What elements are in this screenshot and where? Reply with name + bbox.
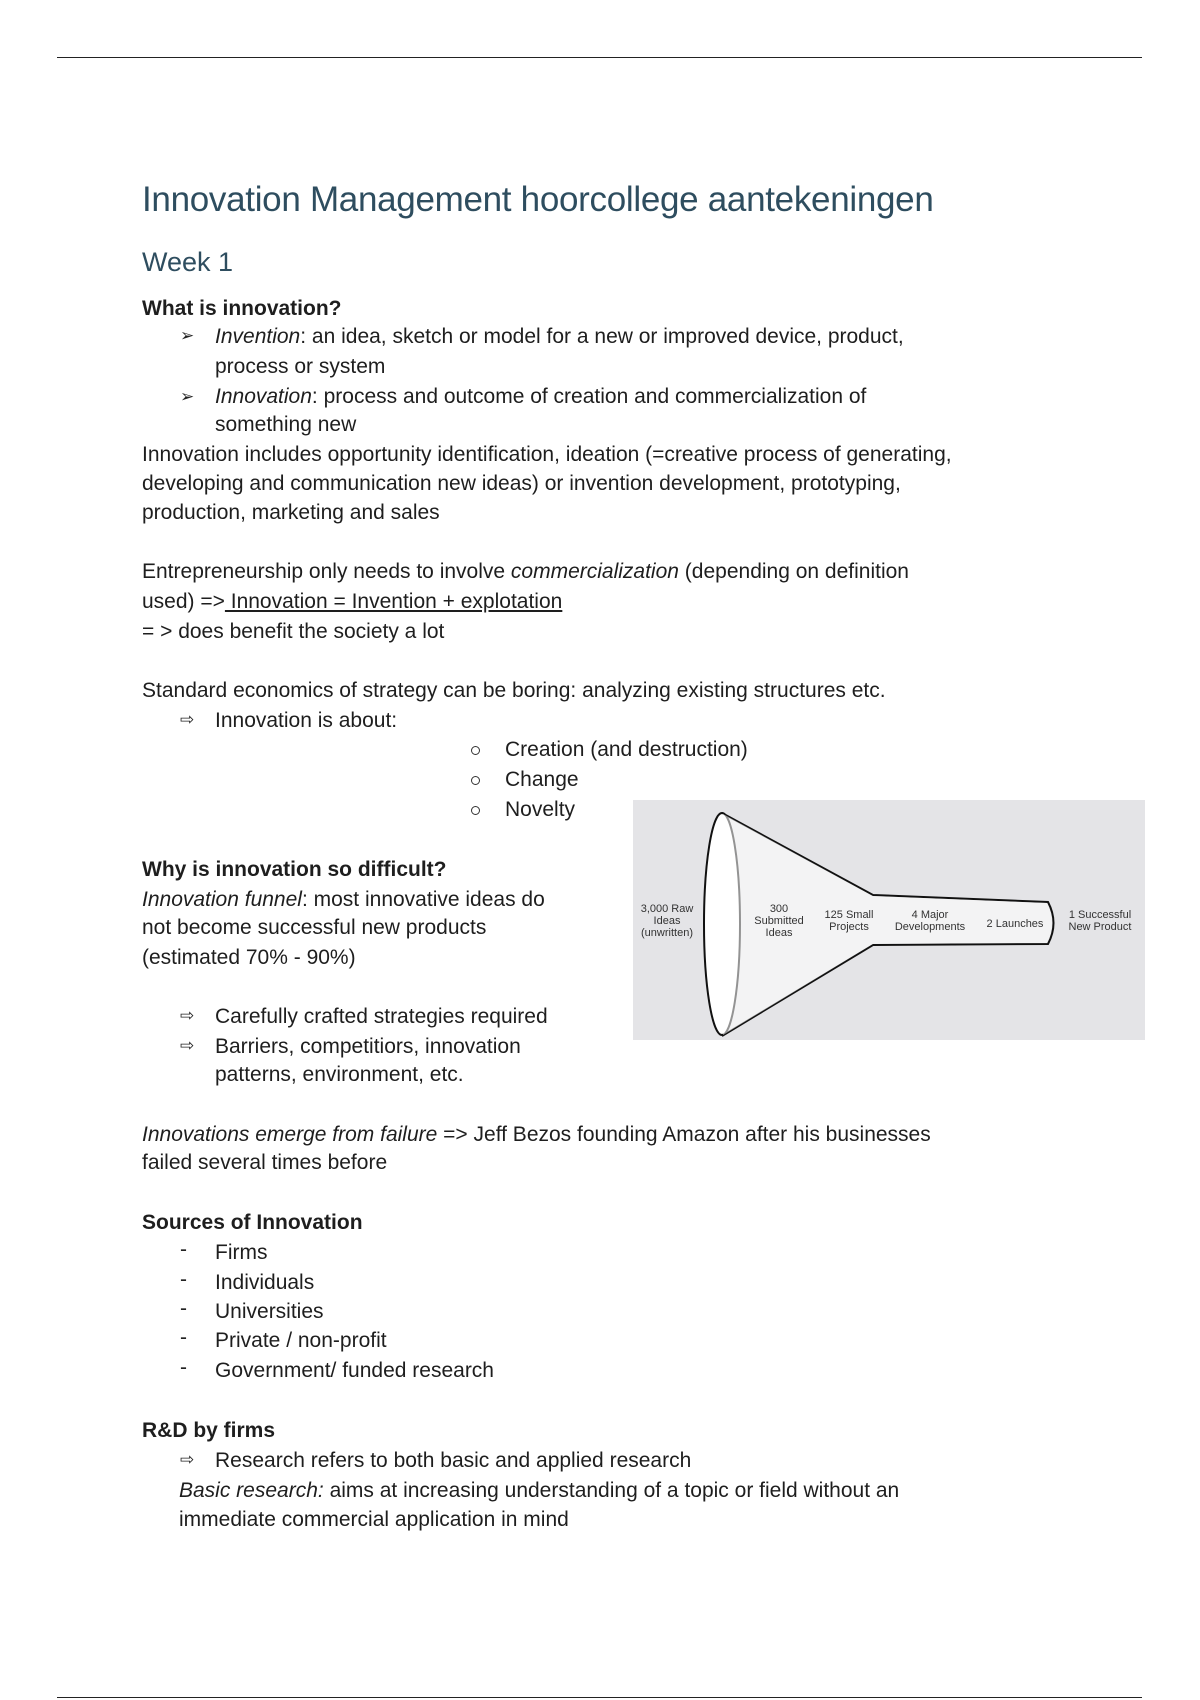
- stage2-line2: Submitted: [754, 915, 804, 927]
- barriers-item: Barriers, competitiors, innovation: [215, 1035, 521, 1058]
- page-title: Innovation Management hoorcollege aantekeningen: [142, 180, 934, 219]
- basic-research-line2: immediate commercial application in mind: [179, 1508, 569, 1531]
- stage5-line1: 2 Launches: [986, 918, 1044, 930]
- basic-research-term: Basic research:: [179, 1479, 324, 1502]
- stage3-line1: 125 Small: [824, 909, 874, 921]
- stage6-line1: 1 Successful: [1068, 909, 1132, 921]
- dash-bullet-icon: -: [180, 1238, 187, 1261]
- source-item-government: Government/ funded research: [215, 1359, 494, 1382]
- outline-arrow-bullet-icon: ⇨: [180, 1006, 195, 1025]
- innovation-about-item: Innovation is about:: [215, 709, 398, 732]
- outline-arrow-bullet-icon: ⇨: [180, 710, 195, 729]
- includes-line2: developing and communication new ideas) or invention development, prototyping,: [142, 472, 901, 495]
- basic-research-line1-post: aims at increasing understanding of a topic or field without an: [323, 1479, 900, 1502]
- outline-arrow-bullet-icon: ⇨: [180, 1036, 195, 1055]
- failure-term: Innovations emerge from failure: [142, 1123, 438, 1146]
- sub-item-creation: Creation (and destruction): [505, 738, 748, 761]
- invention-definition: [215, 322, 904, 351]
- strategies-item: Carefully crafted strategies required: [215, 1005, 548, 1028]
- source-item-firms: Firms: [215, 1241, 268, 1264]
- circle-bullet-icon: [471, 776, 480, 785]
- includes-line3: production, marketing and sales: [142, 501, 440, 524]
- commercialization-term: commercialization: [510, 560, 679, 583]
- failure-line1-post: => Jeff Bezos founding Amazon after his businesses: [437, 1123, 931, 1146]
- funnel-line2: not become successful new products: [142, 916, 487, 939]
- rnd-heading: R&D by firms: [142, 1419, 276, 1442]
- barriers-item-cont: patterns, environment, etc.: [215, 1063, 464, 1086]
- innovation-funnel-figure: [633, 800, 1145, 1040]
- sources-heading: Sources of Innovation: [142, 1211, 363, 1234]
- entrepreneurship-line2: [142, 587, 562, 616]
- what-is-heading: What is innovation?: [142, 297, 342, 320]
- stage2-line3: Ideas: [765, 927, 793, 939]
- outline-arrow-bullet-icon: ⇨: [180, 1450, 195, 1469]
- dash-bullet-icon: -: [180, 1268, 187, 1291]
- failure-line2: failed several times before: [142, 1151, 388, 1174]
- source-item-individuals: Individuals: [215, 1271, 315, 1294]
- arrowhead-bullet-icon: ➢: [180, 387, 195, 406]
- innovation-formula: Innovation = Invention + explotation: [224, 590, 563, 613]
- innovation-def-line2: something new: [215, 413, 357, 436]
- basic-research-line1: [179, 1476, 899, 1505]
- sub-item-change: Change: [505, 768, 579, 791]
- stage2-line1: 300: [769, 903, 789, 915]
- stage1-line2: Ideas: [653, 915, 681, 927]
- standard-line1: Standard economics of strategy can be boring: analyzing existing structures etc.: [142, 679, 886, 702]
- invention-def-line1: : an idea, sketch or model for a new or improved device, product,: [300, 325, 904, 348]
- innovation-term: Innovation: [215, 385, 312, 408]
- funnel-term: Innovation funnel: [142, 888, 302, 911]
- week-heading: Week 1: [142, 247, 234, 277]
- funnel-line3: (estimated 70% - 90%): [142, 946, 356, 969]
- innovation-def-line1: : process and outcome of creation and commercialization of: [311, 385, 867, 408]
- why-difficult-heading: Why is innovation so difficult?: [142, 858, 447, 881]
- dash-bullet-icon: -: [180, 1326, 187, 1349]
- entrepreneurship-line2-pre: used) =>: [142, 590, 225, 613]
- funnel-line1: [142, 885, 545, 914]
- stage3-line2: Projects: [829, 921, 869, 933]
- funnel-diagram: [633, 800, 1145, 1040]
- source-item-universities: Universities: [215, 1300, 324, 1323]
- entrepreneurship-line1-pre: Entrepreneurship only needs to involve: [142, 560, 511, 583]
- failure-line1: [142, 1120, 931, 1149]
- arrowhead-bullet-icon: ➢: [180, 326, 195, 345]
- circle-bullet-icon: [471, 746, 480, 755]
- entrepreneurship-line3: = > does benefit the society a lot: [142, 620, 445, 643]
- stage4-line2: Developments: [894, 921, 966, 933]
- sub-item-novelty: Novelty: [505, 798, 576, 821]
- funnel-line1-post: : most innovative ideas do: [301, 888, 545, 911]
- invention-term: Invention: [215, 325, 301, 348]
- innovation-definition: [215, 382, 866, 411]
- invention-def-line2: process or system: [215, 355, 386, 378]
- includes-line1: Innovation includes opportunity identification, ideation (=creative process of generating,: [142, 443, 952, 466]
- research-item: Research refers to both basic and applied research: [215, 1449, 692, 1472]
- stage6-line2: New Product: [1068, 921, 1132, 933]
- dash-bullet-icon: -: [180, 1297, 187, 1320]
- entrepreneurship-line1-post: (depending on definition: [678, 560, 909, 583]
- stage1-line3: (unwritten): [641, 927, 693, 939]
- stage1-line1: 3,000 Raw: [640, 903, 694, 915]
- dash-bullet-icon: -: [180, 1356, 187, 1379]
- entrepreneurship-line1: [142, 557, 909, 586]
- stage4-line1: 4 Major: [911, 909, 949, 921]
- circle-bullet-icon: [471, 806, 480, 815]
- source-item-private: Private / non-profit: [215, 1329, 387, 1352]
